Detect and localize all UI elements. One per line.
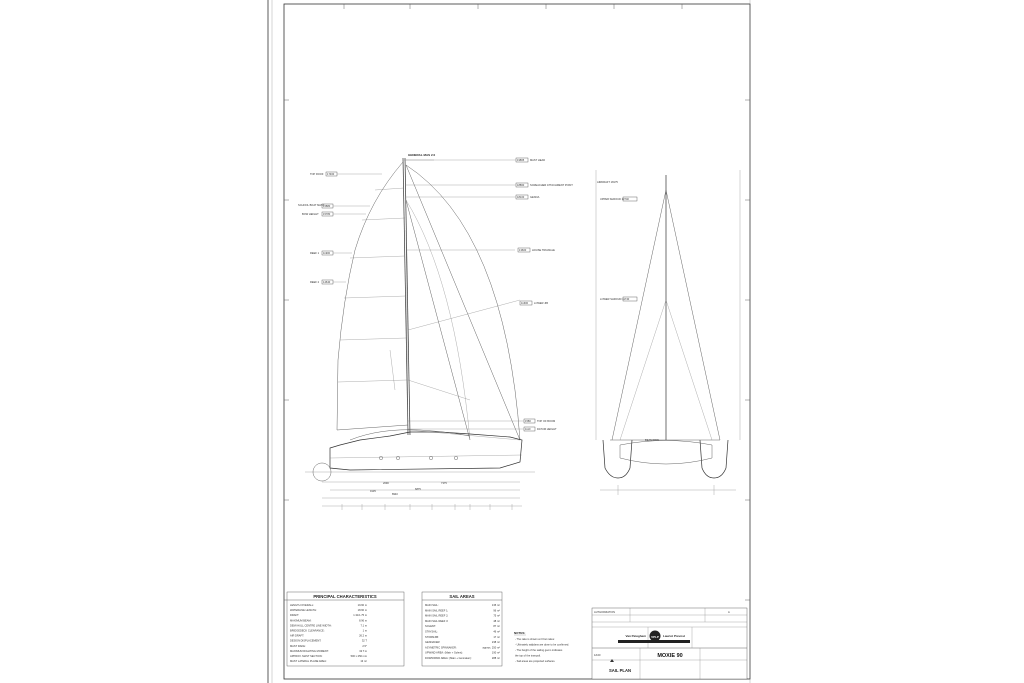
characteristic-value: 19.60 m [357,604,367,607]
principal-characteristics-table [287,592,404,666]
height-label: LOWER JIB [534,302,548,305]
height-value: 13600 [519,249,527,252]
height-label: TOP ROOF [310,173,324,176]
drawing-frame [268,0,750,683]
characteristic-label: WATERLINE LENGTH: [290,609,317,613]
sail-area-value: 46 m² [493,630,500,634]
forestay [406,165,520,440]
characteristic-label: DESIGN DISPLACEMENT: [290,639,322,643]
hull-dim: 6875 [415,488,421,491]
designer-name: Lauriot Prévost [663,634,686,638]
sail-area-value: 288 m² [491,657,500,660]
height-label: DATUM HEIGHT [537,428,557,431]
title-block [592,608,747,679]
sail-area-label: SOLENT: [425,625,436,629]
characteristic-label: AIR DRAFT: [290,634,305,638]
drawing-title: SAIL PLAN [608,668,632,673]
note-line: the top of the trampoli. [515,654,541,658]
project-name: MOXIE 90 [657,653,683,659]
height-label: REEF 2 [310,281,320,284]
hull-dim: 8940 [392,493,398,496]
height-value: 19865 [517,159,525,162]
height-value: 15780 [323,213,331,216]
characteristic-label: DEMI HULL CENTRE LINE WIDTH: [290,624,332,628]
sail-areas-table [422,592,502,666]
height-value: 14640 [323,281,331,284]
front-label: AIRDRAFT 18175 [597,181,618,184]
table-title: PRINCIPAL CHARACTERISTICS [313,594,377,599]
height-value: 1110 [525,428,531,431]
note-line: - Sail areas are projected surfaces. [515,660,556,663]
height-label: HOUSE TRIANGLE [532,249,555,252]
mainsail-leech [337,162,403,430]
height-value: 18860 [517,184,525,187]
characteristic-value: 32 T [361,639,367,643]
porthole [379,456,382,459]
sail-area-value: 190 m² [491,651,500,655]
height-value: 1580 [525,420,531,423]
table-title: SAIL AREAS [449,594,475,599]
characteristic-label: APPROX. MAST SECTION: [290,655,323,658]
characteristic-label: MAXIMUM RIGHTING MOMENT: [290,649,329,653]
sail-area-label: GENNAKER: [425,641,441,645]
scale: 1/100 [594,654,601,657]
hull-dim: 7375 [441,482,447,485]
characteristic-value: 1 m [362,629,367,633]
left-height-labels [298,172,382,284]
height-label: SCHOOL BOAT MAST [298,204,325,207]
porthole [454,456,457,459]
height-label: REEF 1 [310,252,320,255]
notes-block [514,631,569,663]
sail-area-value: 135 m² [491,604,500,607]
sail-area-label: STAYSAIL: [425,630,438,634]
sail-area-value: 96 m² [493,609,500,613]
note-line: - The height of the sailing geom indicates [515,649,563,652]
height-value: 18100 [517,196,525,199]
sail-area-value: 87 m² [493,625,500,629]
height-label: GENOA [530,196,540,199]
upper-shroud-stbd [666,190,720,440]
front-label: LOWER SHROUD 11740 [600,298,630,301]
mast-top-label: GENERAL MAS 2.0 [408,153,436,157]
designer-name: Van Peteghem [625,634,646,638]
logo-letters: VPLP [651,635,659,639]
side-elevation [298,153,573,510]
sail-area-label: ASYMETRIC SPINNAKER: [425,646,457,650]
sail-area-value: 238 m² [491,641,500,645]
sail-area-value: 17 m² [493,635,500,639]
characteristic-value: 1.31/1.75 m [353,614,367,618]
characteristic-label: BRIDGEDECK CLEARANCE: [290,629,325,633]
sail-area-label: MAIN SAIL REEF 3: [425,619,449,623]
characteristic-value: 32 T.m [359,649,367,653]
sail-area-label: STORMJIB: [425,635,439,639]
upper-shroud-port [612,190,666,440]
characteristic-value: 26.2 m [359,634,367,638]
characteristic-value: 7.1 m [360,624,367,628]
front-elevation [596,170,740,495]
height-label: TOP OF BOOM [537,420,556,423]
height-label: MAST HEAD [530,159,546,162]
characteristic-label: MAXIMUM BEAM: [290,619,312,623]
sail-area-label: MAIN SAIL REEF 1: [425,609,449,613]
characteristic-value: 13 m² [360,660,367,664]
revision-value: A [728,611,730,614]
characteristic-label: LENGTH OVERALL: [290,604,314,607]
characteristic-value: 2.5° [362,644,367,648]
sail-area-label: DOWNWIND AREA: (Main + Gennaker): [425,657,472,660]
front-label: UPPER SHROUD 13740 [600,198,629,201]
boom [337,425,408,430]
characteristic-value: 8.96 m [359,619,367,623]
characteristic-value: 18.60 m [357,609,367,613]
height-value: 11600 [521,302,529,305]
starboard-hull [700,440,728,478]
characteristic-value: 500 x 250 mm [350,655,367,658]
hull-dim: 9135 [370,490,376,493]
front-label: BEAM 8770 [645,439,659,442]
characteristic-label: MAST RAKE: [290,644,306,648]
sail-area-label: MAIN SAIL: [425,604,439,607]
sail-area-label: MAIN SAIL REEF 2: [425,614,449,618]
note-line: - The rake is shown at 0 but rakes: [515,638,555,641]
height-value: 17460 [327,173,335,176]
height-label: BOW HEIGHT [302,213,319,216]
sail-area-label: UPWIND AREA: (Main + Solent): [425,651,463,655]
note-line: - Ultimately sailplans are done to be confirmed. [515,643,570,647]
height-value: 11900 [323,252,331,255]
notes-title: NOTES: [514,631,526,635]
sail-area-value: 75 m² [493,614,500,618]
bridgedeck [620,441,712,465]
revision-label: AUTHORIZATION [594,611,615,614]
sail-area-value: approx. 250 m² [482,646,500,650]
port-hull [603,440,632,478]
sail-area-value: 48 m² [493,619,500,623]
height-value: 15880 [323,205,331,208]
porthole [429,456,432,459]
hull-dim: 2090 [383,482,389,485]
characteristic-label: MAST LATERAL PLANE AREA: [290,660,327,664]
height-label: SCREACHER ATTACHMENT POINT [530,184,573,187]
characteristic-label: DRAFT: [290,614,300,618]
